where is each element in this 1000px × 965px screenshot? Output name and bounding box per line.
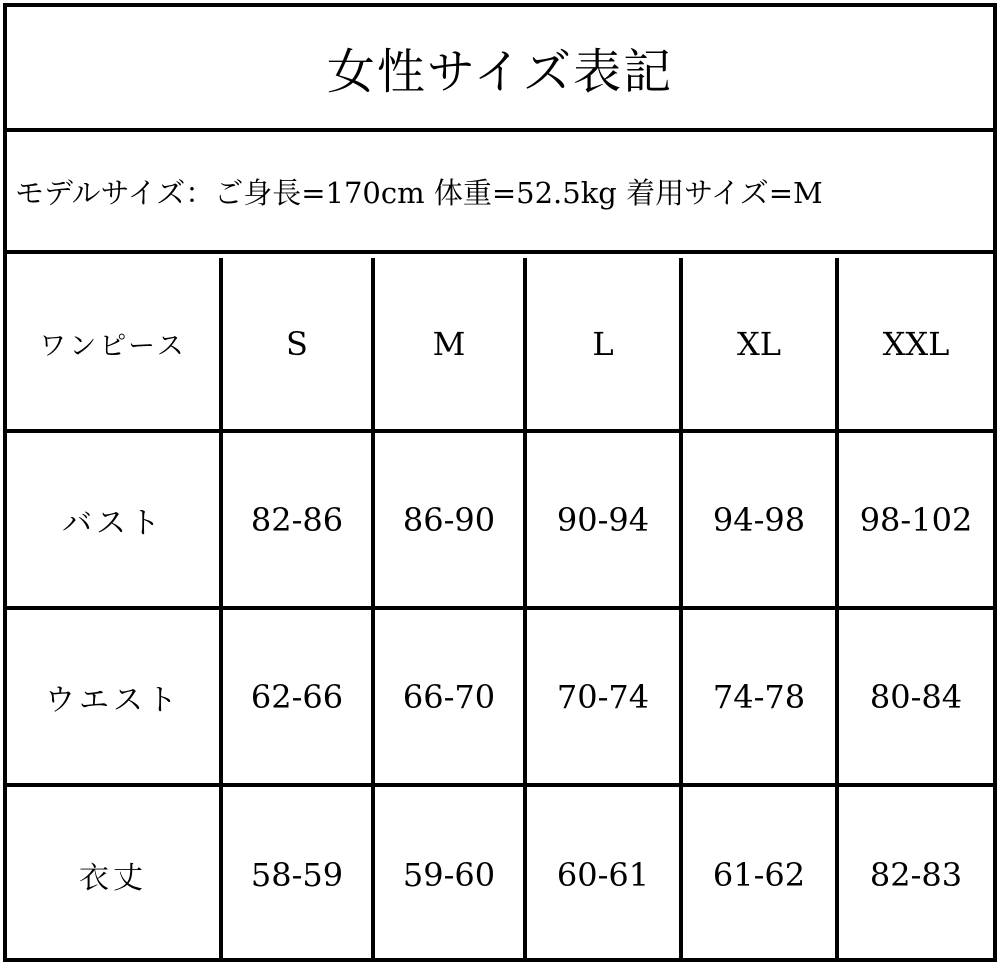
size-chart — [3, 3, 997, 962]
size-table — [7, 258, 993, 962]
table-cell: 82-83 — [837, 785, 993, 962]
size-header-cell: XXL — [837, 258, 993, 431]
table-cell: 61-62 — [681, 785, 837, 962]
size-header-cell: M — [373, 258, 525, 431]
table-row — [7, 431, 993, 608]
table-cell: 90-94 — [525, 431, 681, 608]
row-label-cell: 衣丈 — [7, 785, 221, 962]
table-cell: 74-78 — [681, 608, 837, 785]
header-label-cell: ワンピース — [39, 331, 187, 362]
table-cell: 59-60 — [373, 785, 525, 962]
size-header-cell: L — [525, 258, 681, 431]
table-cell: 66-70 — [373, 608, 525, 785]
row-label-cell: ウエスト — [7, 608, 221, 785]
table-cell: 58-59 — [221, 785, 373, 962]
table-cell: 62-66 — [221, 608, 373, 785]
table-cell: 98-102 — [837, 431, 993, 608]
size-header-cell: S — [221, 258, 373, 431]
table-cell: 86-90 — [373, 431, 525, 608]
table-cell: 70-74 — [525, 608, 681, 785]
table-row — [7, 608, 993, 785]
table-cell: 80-84 — [837, 608, 993, 785]
table-row — [7, 785, 993, 962]
table-cell: 94-98 — [681, 431, 837, 608]
table-cell: 82-86 — [221, 431, 373, 608]
chart-title: 女性サイズ表記 — [7, 7, 993, 132]
table-cell: 60-61 — [525, 785, 681, 962]
row-label-cell: バスト — [7, 431, 221, 608]
size-header-cell: XL — [681, 258, 837, 431]
model-size-info: モデルサイズ：ご身長=170cm 体重=52.5kg 着用サイズ=M — [7, 132, 993, 254]
table-header-row — [7, 258, 993, 431]
